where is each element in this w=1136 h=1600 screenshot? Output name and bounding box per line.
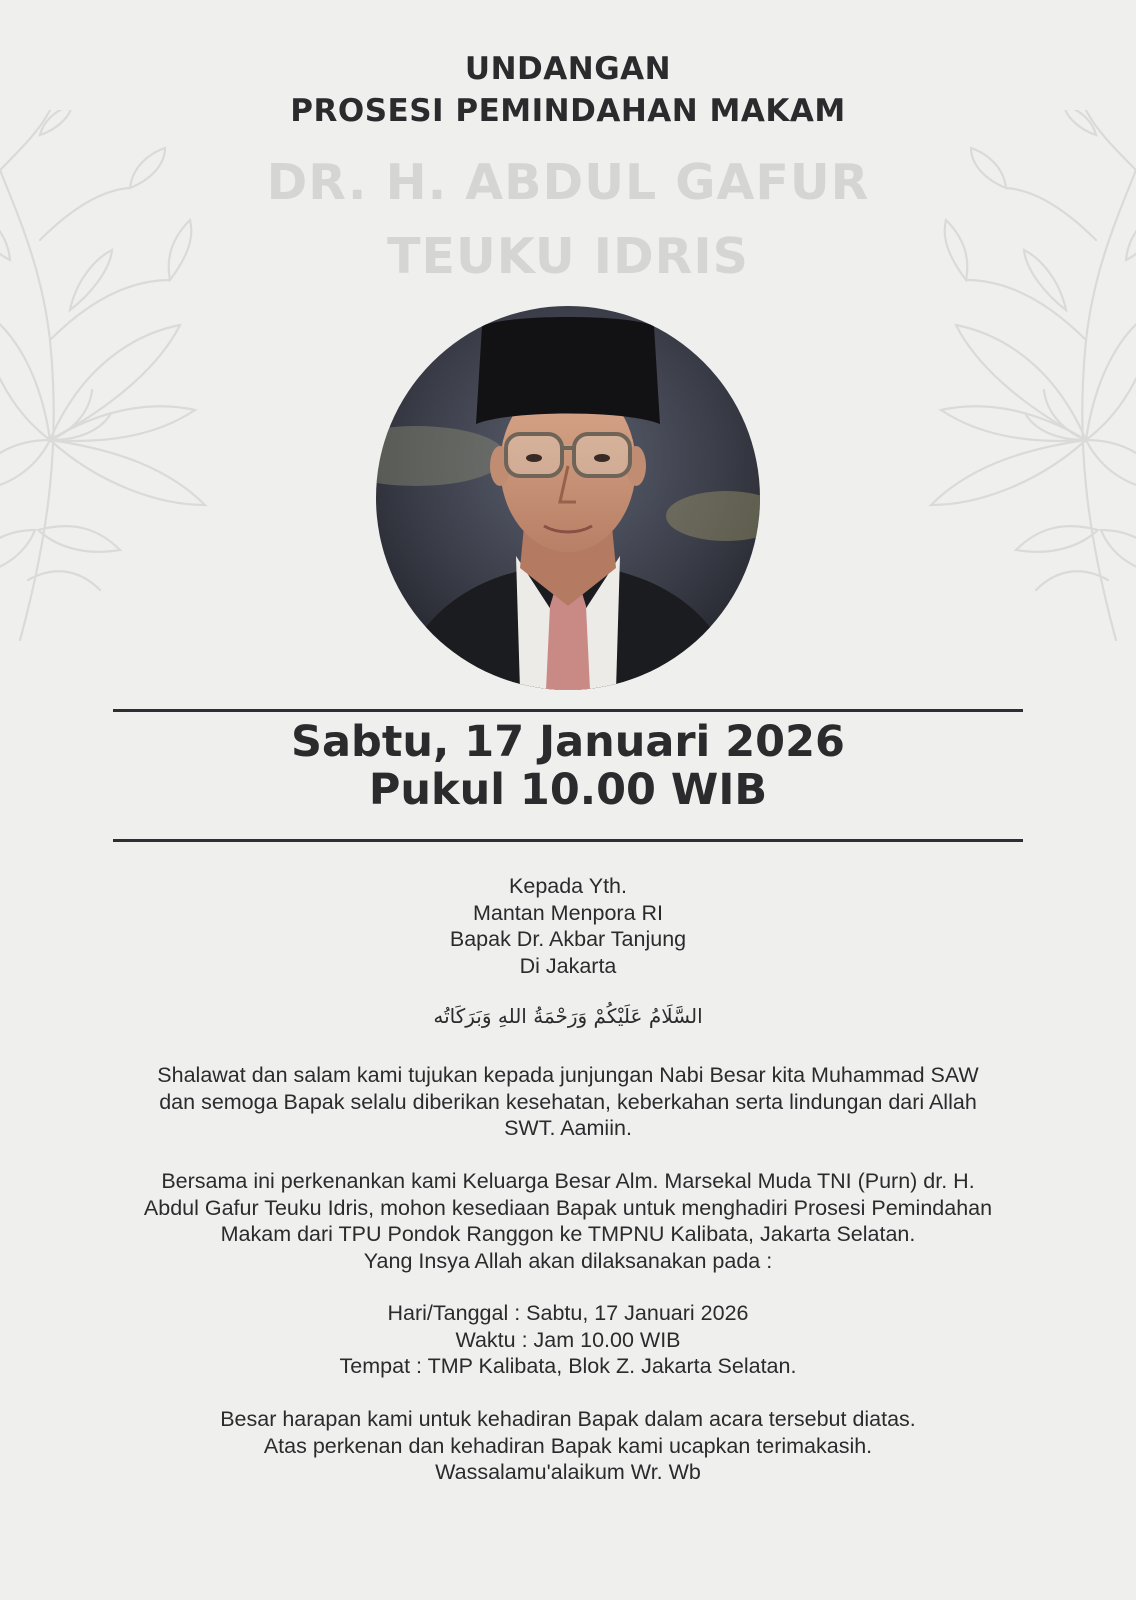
detail-date: Hari/Tanggal : Sabtu, 17 Januari 2026 bbox=[387, 1301, 749, 1325]
recipient-line-3: Bapak Dr. Akbar Tanjung bbox=[449, 927, 687, 951]
invitation-heading bbox=[0, 48, 1136, 132]
deceased-name bbox=[0, 146, 1136, 294]
event-date: Sabtu, 17 Januari 2026 bbox=[291, 717, 845, 767]
closing-paragraph bbox=[100, 1406, 1036, 1486]
heading-line-1: UNDANGAN bbox=[464, 51, 672, 87]
event-date-time bbox=[0, 718, 1136, 814]
top-divider bbox=[113, 709, 1023, 712]
portrait-photo bbox=[376, 306, 760, 690]
heading-line-2: PROSESI PEMINDAHAN MAKAM bbox=[290, 93, 846, 129]
portrait-illustration bbox=[376, 306, 760, 690]
opening-line-3: SWT. Aamiin. bbox=[504, 1116, 632, 1140]
event-time: Pukul 10.00 WIB bbox=[368, 765, 768, 815]
opening-line-1: Shalawat dan salam kami tujukan kepada junjungan Nabi Besar kita Muhammad SAW bbox=[157, 1063, 979, 1087]
recipient-line-1: Kepada Yth. bbox=[509, 874, 627, 898]
opening-paragraph bbox=[100, 1062, 1036, 1142]
recipient-line-4: Di Jakarta bbox=[519, 953, 617, 978]
opening-line-2: dan semoga Bapak selalu diberikan kesehatan, keberkahan serta lindungan dari Allah bbox=[159, 1089, 977, 1114]
event-details bbox=[100, 1300, 1036, 1380]
deceased-name-line-2: TEUKU IDRIS bbox=[387, 228, 749, 285]
invitation-paragraph bbox=[100, 1168, 1036, 1274]
recipient-line-2: Mantan Menpora RI bbox=[472, 900, 663, 925]
invitation-line-4: Yang Insya Allah akan dilaksanakan pada : bbox=[363, 1248, 773, 1273]
closing-line-3: Wassalamu'alaikum Wr. Wb bbox=[435, 1460, 701, 1484]
recipient-block bbox=[100, 873, 1036, 979]
invitation-line-3: Makam dari TPU Pondok Ranggon ke TMPNU Kalibata, Jakarta Selatan. bbox=[220, 1222, 916, 1246]
invitation-line-1: Bersama ini perkenankan kami Keluarga Besar Alm. Marsekal Muda TNI (Purn) dr. H. bbox=[161, 1169, 975, 1193]
closing-line-2: Atas perkenan dan kehadiran Bapak kami ucapkan terimakasih. bbox=[263, 1433, 873, 1458]
detail-place: Tempat : TMP Kalibata, Blok Z. Jakarta Selatan. bbox=[339, 1354, 797, 1378]
deceased-name-line-1: DR. H. ABDUL GAFUR bbox=[266, 154, 870, 211]
detail-time: Waktu : Jam 10.00 WIB bbox=[455, 1327, 681, 1352]
bottom-divider bbox=[113, 839, 1023, 842]
invitation-line-2: Abdul Gafur Teuku Idris, mohon kesediaan Bapak untuk menghadiri Prosesi Pemindahan bbox=[143, 1195, 993, 1220]
arabic-greeting: السَّلَامُ عَلَيْكُمْ وَرَحْمَةُ اللهِ وَبَرَكَاتُه bbox=[433, 1004, 703, 1028]
closing-line-1: Besar harapan kami untuk kehadiran Bapak dalam acara tersebut diatas. bbox=[220, 1407, 916, 1431]
